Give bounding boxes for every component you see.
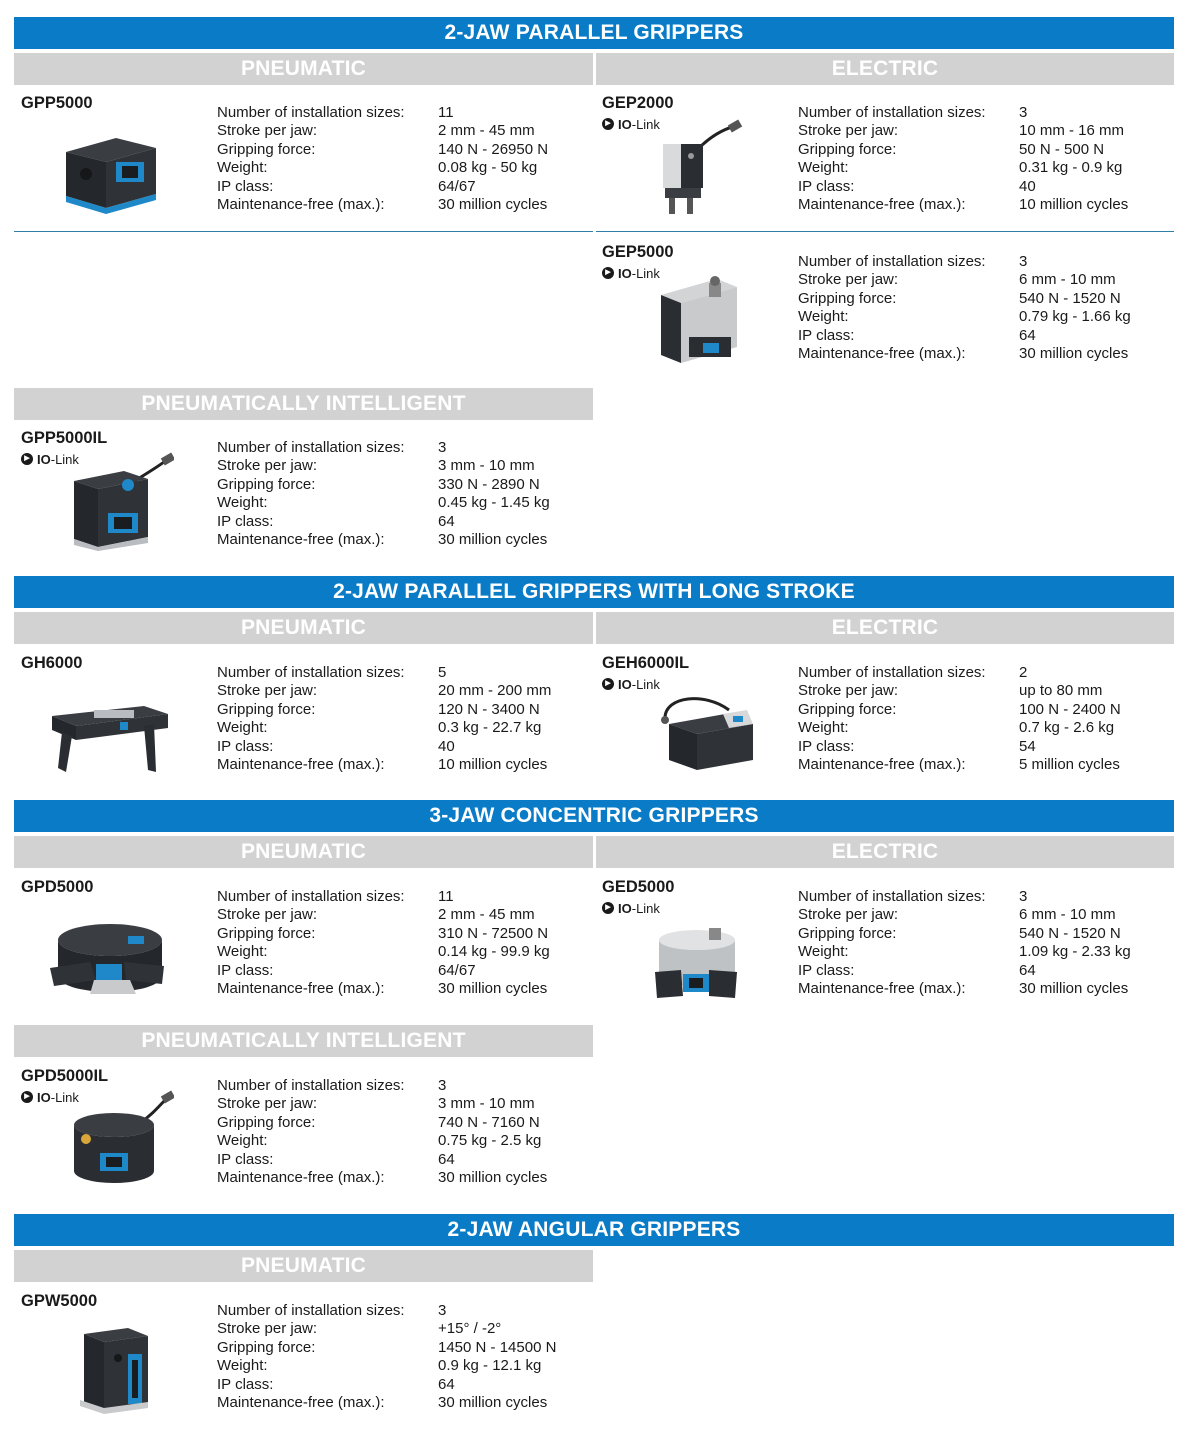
spec-label: Gripping force:	[798, 140, 897, 158]
subsection-pneumatic: PNEUMATIC	[14, 836, 593, 868]
spec-value: 5	[438, 664, 447, 681]
spec-label: Number of installation sizes:	[798, 104, 986, 121]
spec-label: Weight:	[217, 943, 268, 961]
spec-value: +15° / -2°	[438, 1320, 502, 1338]
spec-label: Maintenance-free (max.):	[217, 1168, 385, 1186]
spec-value: 0.9 kg - 12.1 kg	[438, 1357, 542, 1375]
io-link-badge: ▶ IO -Link	[602, 116, 660, 132]
product-card-gpp5000	[14, 94, 589, 234]
spec-label: IP class:	[217, 961, 274, 979]
spec-label: Gripping force:	[217, 1113, 316, 1131]
spec-value: 3	[1019, 253, 1028, 270]
spec-value: 64	[438, 512, 455, 530]
product-card-gpd5000il	[14, 1067, 589, 1207]
spec-value: 3	[1019, 888, 1028, 905]
product-name: GPP5000IL	[21, 429, 108, 447]
product-card-ged5000	[595, 878, 1170, 1018]
spec-label: Number of installation sizes:	[217, 104, 405, 121]
divider	[596, 231, 1174, 232]
spec-value: 330 N - 2890 N	[438, 475, 540, 493]
spec-value: 0.79 kg - 1.66 kg	[1019, 308, 1131, 326]
section-header-parallel-long-stroke: 2-JAW PARALLEL GRIPPERS WITH LONG STROKE	[14, 576, 1174, 608]
spec-label: Gripping force:	[217, 475, 316, 493]
spec-label: Weight:	[798, 159, 849, 177]
io-link-icon: ▶	[602, 118, 614, 130]
io-link-icon: ▶	[602, 902, 614, 914]
spec-value: 30 million cycles	[438, 1168, 548, 1186]
spec-label: Maintenance-free (max.):	[798, 979, 966, 997]
product-card-gpd5000	[14, 878, 589, 1018]
subsection-pneumatic: PNEUMATIC	[14, 1250, 593, 1282]
product-card-gh6000	[14, 654, 589, 794]
section-header-parallel: 2-JAW PARALLEL GRIPPERS	[14, 17, 1174, 49]
gripper-image	[44, 1314, 174, 1414]
spec-label: Gripping force:	[217, 700, 316, 718]
spec-value: 3 mm - 10 mm	[438, 457, 535, 475]
spec-value: 64	[1019, 326, 1036, 344]
spec-value: 10 million cycles	[1019, 195, 1129, 213]
io-link-badge: ▶ IO -Link	[602, 676, 660, 692]
spec-label: Maintenance-free (max.):	[217, 195, 385, 213]
spec-label: Number of installation sizes:	[217, 664, 405, 681]
spec-value: 0.31 kg - 0.9 kg	[1019, 159, 1123, 177]
spec-value: 11	[438, 888, 454, 905]
spec-label: Gripping force:	[798, 700, 897, 718]
spec-label: Weight:	[217, 719, 268, 737]
spec-label: Stroke per jaw:	[217, 682, 318, 700]
spec-label: Stroke per jaw:	[798, 271, 899, 289]
gripper-image	[44, 676, 174, 776]
product-name: GPD5000	[21, 878, 94, 896]
spec-value: 740 N - 7160 N	[438, 1113, 540, 1131]
io-link-badge: ▶ IO -Link	[21, 451, 79, 467]
spec-value: 40	[1019, 177, 1036, 195]
spec-label: Gripping force:	[798, 924, 897, 942]
spec-label: Number of installation sizes:	[217, 1077, 405, 1094]
product-card-gpp5000il	[14, 429, 589, 569]
spec-value: 2 mm - 45 mm	[438, 122, 535, 140]
spec-value: 3	[438, 439, 447, 456]
spec-label: Stroke per jaw:	[798, 682, 899, 700]
spec-label: Weight:	[217, 1132, 268, 1150]
gripper-image	[625, 265, 755, 365]
spec-label: Gripping force:	[217, 140, 316, 158]
divider	[14, 231, 593, 232]
subsection-electric: ELECTRIC	[596, 612, 1174, 644]
spec-label: IP class:	[798, 737, 855, 755]
spec-label: IP class:	[217, 177, 274, 195]
spec-value: 140 N - 26950 N	[438, 140, 549, 158]
spec-label: Stroke per jaw:	[217, 906, 318, 924]
spec-label: IP class:	[798, 326, 855, 344]
spec-label: Maintenance-free (max.):	[217, 530, 385, 548]
spec-label: Weight:	[798, 308, 849, 326]
spec-value: 30 million cycles	[438, 195, 548, 213]
spec-value: 0.7 kg - 2.6 kg	[1019, 719, 1115, 737]
product-name: GPD5000IL	[21, 1067, 109, 1085]
subsection-pneumatic-intelligent: PNEUMATICALLY INTELLIGENT	[14, 388, 593, 420]
spec-value: 30 million cycles	[438, 979, 548, 997]
product-name: GH6000	[21, 654, 83, 672]
io-link-badge: ▶ IO -Link	[602, 900, 660, 916]
spec-label: Maintenance-free (max.):	[798, 755, 966, 773]
spec-value: 1450 N - 14500 N	[438, 1338, 557, 1356]
gripper-image	[44, 451, 174, 551]
spec-value: 0.45 kg - 1.45 kg	[438, 494, 550, 512]
product-name: GEH6000IL	[602, 654, 690, 672]
spec-value: 30 million cycles	[1019, 344, 1129, 362]
spec-label: IP class:	[798, 961, 855, 979]
spec-value: 50 N - 500 N	[1019, 140, 1105, 158]
spec-value: 540 N - 1520 N	[1019, 924, 1121, 942]
subsection-pneumatic: PNEUMATIC	[14, 53, 593, 85]
io-link-icon: ▶	[602, 678, 614, 690]
spec-label: Weight:	[798, 943, 849, 961]
io-link-badge: ▶ IO -Link	[21, 1089, 79, 1105]
spec-value: 64	[1019, 961, 1036, 979]
spec-label: Stroke per jaw:	[217, 1320, 318, 1338]
section-header-angular: 2-JAW ANGULAR GRIPPERS	[14, 1214, 1174, 1246]
product-card-gpw5000	[14, 1292, 589, 1432]
product-name: GPW5000	[21, 1292, 98, 1310]
spec-label: Maintenance-free (max.):	[798, 344, 966, 362]
spec-value: 0.3 kg - 22.7 kg	[438, 719, 542, 737]
subsection-electric: ELECTRIC	[596, 53, 1174, 85]
gripper-image	[44, 900, 174, 1000]
spec-value: 10 mm - 16 mm	[1019, 122, 1125, 140]
spec-label: Number of installation sizes:	[217, 439, 405, 456]
spec-label: Maintenance-free (max.):	[217, 755, 385, 773]
spec-value: 2	[1019, 664, 1028, 681]
spec-label: IP class:	[798, 177, 855, 195]
spec-value: 310 N - 72500 N	[438, 924, 549, 942]
product-name: GPP5000	[21, 94, 93, 112]
spec-value: 3 mm - 10 mm	[438, 1095, 535, 1113]
product-card-gep5000	[595, 243, 1170, 383]
spec-label: Weight:	[798, 719, 849, 737]
spec-label: Stroke per jaw:	[798, 122, 899, 140]
spec-value: 3	[438, 1302, 447, 1319]
gripper-image	[44, 116, 174, 216]
gripper-image	[625, 900, 755, 1000]
spec-label: Stroke per jaw:	[217, 457, 318, 475]
gripper-image	[44, 1089, 174, 1189]
spec-label: Number of installation sizes:	[798, 253, 986, 270]
spec-label: Weight:	[217, 159, 268, 177]
spec-value: 64	[438, 1375, 455, 1393]
spec-label: Gripping force:	[798, 289, 897, 307]
spec-label: Number of installation sizes:	[217, 1302, 405, 1319]
gripper-image	[625, 116, 755, 216]
spec-value: 20 mm - 200 mm	[438, 682, 552, 700]
spec-value: 30 million cycles	[1019, 979, 1129, 997]
product-name: GEP5000	[602, 243, 674, 261]
spec-label: Maintenance-free (max.):	[217, 1393, 385, 1411]
spec-value: 11	[438, 104, 454, 121]
spec-value: 54	[1019, 737, 1036, 755]
io-link-icon: ▶	[602, 267, 614, 279]
spec-value: 30 million cycles	[438, 1393, 548, 1411]
spec-value: 1.09 kg - 2.33 kg	[1019, 943, 1131, 961]
spec-value: 40	[438, 737, 455, 755]
spec-label: Gripping force:	[217, 924, 316, 942]
spec-value: 6 mm - 10 mm	[1019, 271, 1116, 289]
spec-label: IP class:	[217, 1375, 274, 1393]
subsection-electric: ELECTRIC	[596, 836, 1174, 868]
spec-value: 100 N - 2400 N	[1019, 700, 1121, 718]
spec-label: Number of installation sizes:	[217, 888, 405, 905]
io-link-icon: ▶	[21, 453, 33, 465]
spec-value: 64/67	[438, 961, 476, 979]
product-card-gep2000	[595, 94, 1170, 234]
spec-value: 120 N - 3400 N	[438, 700, 540, 718]
spec-value: 30 million cycles	[438, 530, 548, 548]
spec-value: 2 mm - 45 mm	[438, 906, 535, 924]
spec-label: IP class:	[217, 512, 274, 530]
subsection-pneumatic-intelligent: PNEUMATICALLY INTELLIGENT	[14, 1025, 593, 1057]
spec-value: 0.75 kg - 2.5 kg	[438, 1132, 542, 1150]
spec-value: 0.14 kg - 99.9 kg	[438, 943, 550, 961]
spec-value: 64/67	[438, 177, 476, 195]
spec-value: up to 80 mm	[1019, 682, 1103, 700]
product-name: GEP2000	[602, 94, 674, 112]
spec-label: Gripping force:	[217, 1338, 316, 1356]
subsection-pneumatic: PNEUMATIC	[14, 612, 593, 644]
spec-value: 0.08 kg - 50 kg	[438, 159, 538, 177]
spec-label: Maintenance-free (max.):	[798, 195, 966, 213]
section-header-concentric: 3-JAW CONCENTRIC GRIPPERS	[14, 800, 1174, 832]
spec-value: 5 million cycles	[1019, 755, 1120, 773]
spec-label: Weight:	[217, 1357, 268, 1375]
spec-label: Maintenance-free (max.):	[217, 979, 385, 997]
spec-label: Stroke per jaw:	[217, 1095, 318, 1113]
spec-value: 3	[438, 1077, 447, 1094]
product-card-geh6000il	[595, 654, 1170, 794]
spec-value: 6 mm - 10 mm	[1019, 906, 1116, 924]
spec-value: 10 million cycles	[438, 755, 548, 773]
io-link-badge: ▶ IO -Link	[602, 265, 660, 281]
spec-label: Stroke per jaw:	[217, 122, 318, 140]
io-link-icon: ▶	[21, 1091, 33, 1103]
spec-label: Number of installation sizes:	[798, 888, 986, 905]
spec-value: 64	[438, 1150, 455, 1168]
spec-label: Number of installation sizes:	[798, 664, 986, 681]
product-name: GED5000	[602, 878, 675, 896]
spec-label: IP class:	[217, 1150, 274, 1168]
spec-label: IP class:	[217, 737, 274, 755]
spec-value: 3	[1019, 104, 1028, 121]
spec-label: Stroke per jaw:	[798, 906, 899, 924]
spec-value: 540 N - 1520 N	[1019, 289, 1121, 307]
gripper-image	[625, 676, 755, 776]
spec-label: Weight:	[217, 494, 268, 512]
